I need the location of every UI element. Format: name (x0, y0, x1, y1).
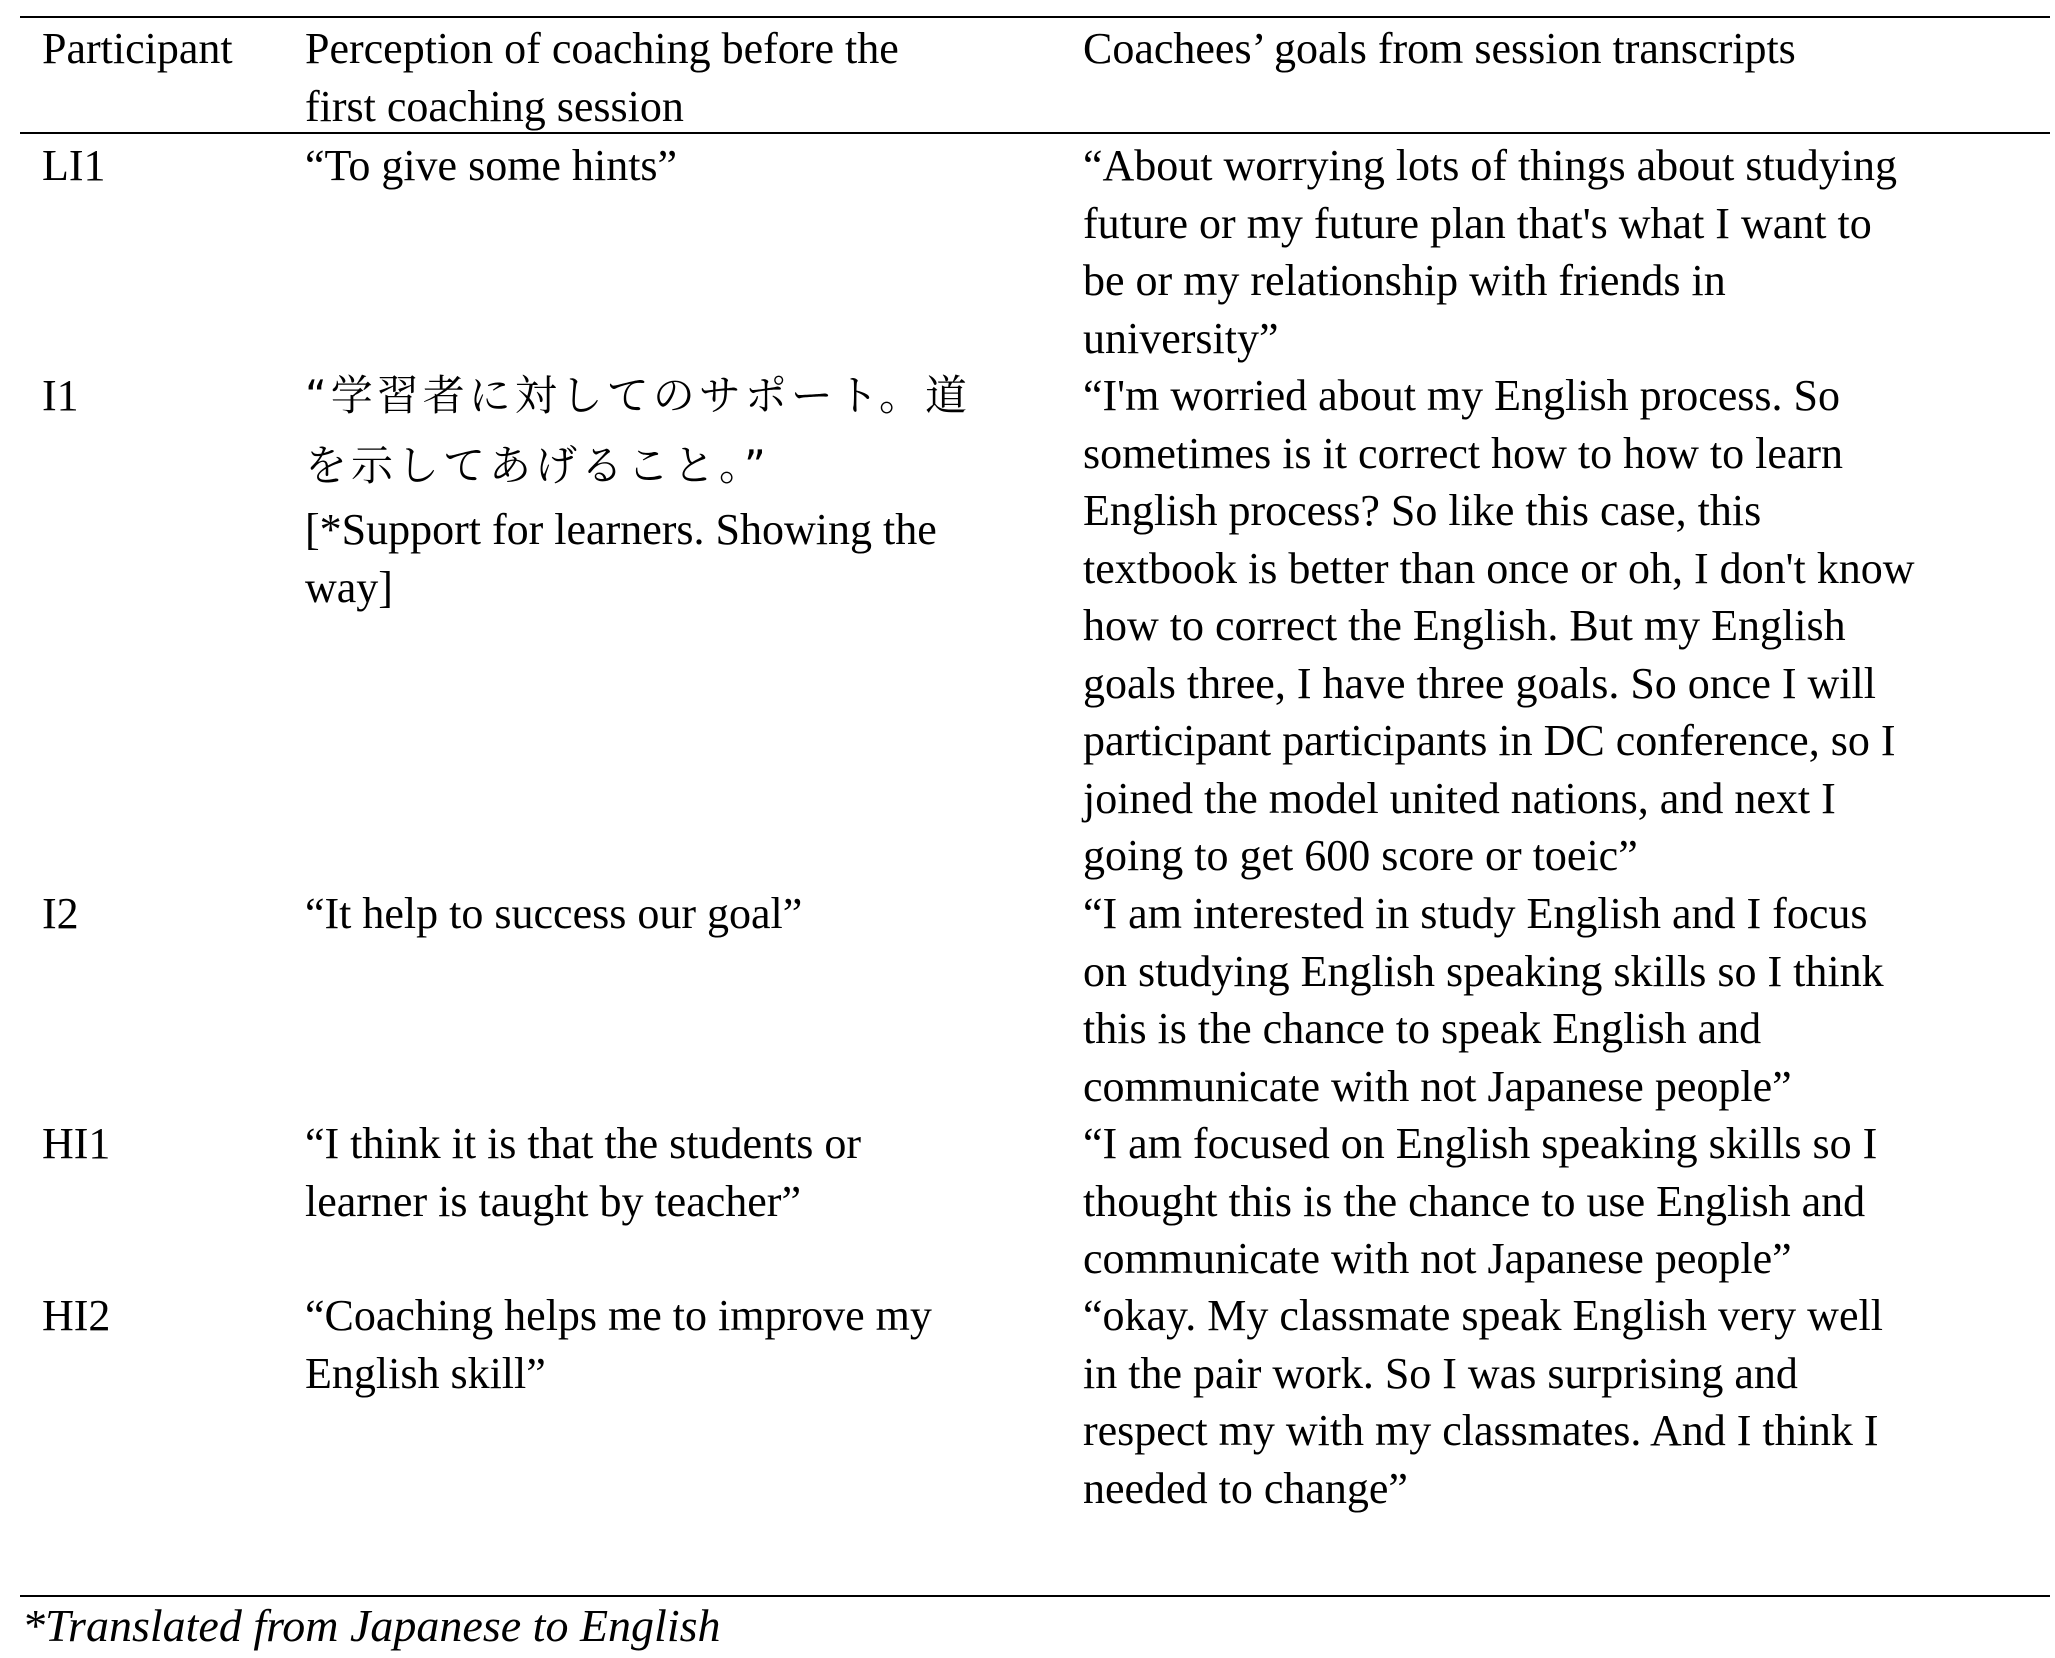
row-li1-goals: “About worrying lots of things about studying future or my future plan that's what I want to be or my relationship with friends in university” (1083, 141, 1897, 363)
row-i1-goals: “I'm worried about my English process. So sometimes is it correct how to how to learn English process? So like this case, this textbook is better than once or oh, I don't know how to correct the English. But my English goals three, I have three goals. So once I will participant participants in DC conference, so I joined the model united nations, and next I going to get 600 score or toeic” (1083, 371, 1915, 880)
header-goals: Coachees’ goals from session transcripts (1083, 24, 1796, 73)
row-hi1-goals: “I am focused on English speaking skills so I thought this is the chance to use English and communicate with not Japanese people” (1083, 1119, 1878, 1283)
header-participant: Participant (42, 24, 233, 73)
row-li1-perception: “To give some hints” (305, 141, 678, 190)
row-hi2-goals: “okay. My classmate speak English very well in the pair work. So I was surprising and respect my with my classmates. And I think I needed to change” (1083, 1291, 1883, 1513)
row-hi1-perception: “I think it is that the students or learner is taught by teacher” (305, 1119, 862, 1226)
row-hi1-participant: HI1 (42, 1119, 111, 1168)
row-i2-goals: “I am interested in study English and I focus on studying English speaking skills so I think this is the chance to speak English and communicate with not Japanese people” (1083, 889, 1884, 1111)
table-top-rule (20, 16, 2050, 18)
row-hi2-participant: HI2 (42, 1291, 111, 1340)
row-i1-participant: I1 (42, 371, 79, 420)
row-hi2-perception: “Coaching helps me to improve my English skill” (305, 1291, 932, 1398)
row-i2-perception: “It help to success our goal” (305, 889, 803, 938)
row-i1-perception: “学習者に対してのサポート。道 を示してあげること。” [*Support for learners. Showing the way] (305, 371, 971, 612)
row-i2-participant: I2 (42, 889, 79, 938)
table-footnote: *Translated from Japanese to English (22, 1600, 721, 1651)
row-li1-participant: LI1 (42, 141, 106, 190)
header-perception: Perception of coaching before the first coaching session (305, 24, 899, 131)
